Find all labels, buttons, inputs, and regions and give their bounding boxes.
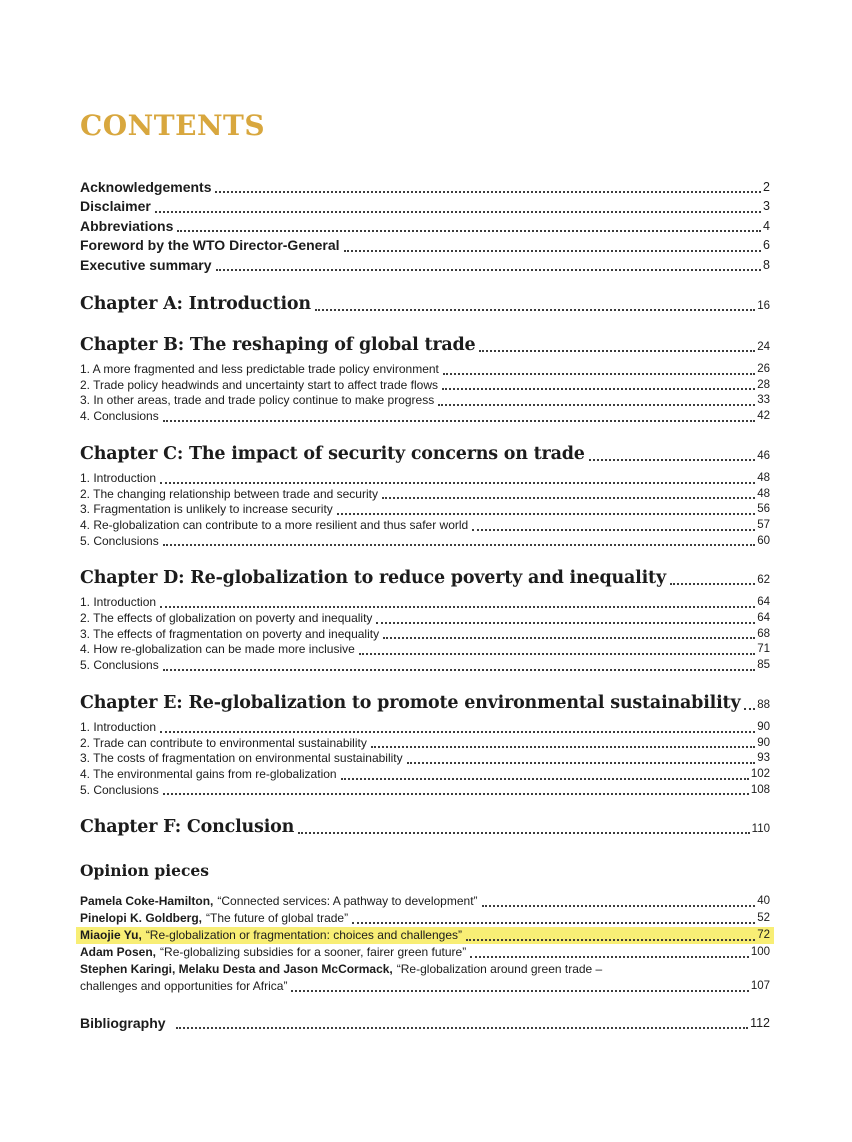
chapter-sections — [80, 362, 770, 425]
dot-leader — [177, 230, 761, 232]
dot-leader — [482, 905, 756, 907]
dot-leader — [163, 793, 749, 795]
opinion-title-continued: challenges and opportunities for Africa” — [80, 978, 288, 993]
dot-leader — [163, 420, 755, 422]
dot-leader — [382, 497, 755, 499]
toc-entry-foreword — [80, 236, 770, 255]
chapter-title: Chapter D: Re-globalization to reduce poverty and inequality — [80, 568, 666, 589]
section-label: 1. A more fragmented and less predictable trade policy environment — [80, 362, 439, 377]
section-row — [80, 378, 770, 394]
chapter-page: 110 — [751, 823, 770, 836]
section-label: 5. Conclusions — [80, 658, 159, 673]
dot-leader — [376, 622, 755, 624]
chapter-page: 62 — [757, 574, 770, 587]
chapter-sections — [80, 595, 770, 674]
dot-leader — [315, 309, 755, 311]
dot-leader — [371, 746, 755, 748]
section-page: 85 — [757, 659, 770, 672]
toc-entry-page: 6 — [763, 238, 770, 253]
section-page: 56 — [757, 503, 770, 516]
table-of-contents — [80, 110, 770, 1033]
section-label: 3. In other areas, trade and trade policy continue to make progress — [80, 393, 435, 408]
section-page: 42 — [757, 410, 770, 423]
section-row — [80, 720, 770, 736]
chapter-title: Chapter F: Conclusion — [80, 817, 295, 838]
opinion-page: 52 — [757, 912, 770, 925]
section-label: 4. Conclusions — [80, 409, 159, 424]
section-page: 28 — [757, 378, 770, 391]
dot-leader — [291, 990, 748, 992]
dot-leader — [670, 583, 755, 585]
section-row — [80, 751, 770, 767]
dot-leader — [442, 388, 755, 390]
chapter-page: 16 — [757, 300, 770, 313]
opinion-author: Pinelopi K. Goldberg, — [80, 911, 203, 926]
toc-entry-page: 4 — [763, 218, 770, 233]
section-page: 90 — [757, 720, 770, 733]
section-label: 5. Conclusions — [80, 782, 159, 797]
dot-leader — [359, 653, 755, 655]
dot-leader — [466, 939, 755, 941]
section-page: 64 — [757, 596, 770, 609]
section-row — [80, 642, 770, 658]
toc-entry-page: 8 — [763, 257, 770, 272]
dot-leader — [160, 482, 755, 484]
section-label: 3. The effects of fragmentation on poverty and inequality — [80, 626, 380, 641]
toc-entry-label: Executive summary — [80, 256, 212, 273]
chapter-f-block — [80, 815, 770, 839]
dot-leader — [163, 544, 755, 546]
dot-leader — [155, 211, 761, 213]
dot-leader — [215, 191, 761, 193]
toc-entry-disclaimer — [80, 197, 770, 216]
section-page: 33 — [757, 394, 770, 407]
chapter-heading-row — [80, 442, 770, 466]
front-matter-list — [80, 178, 770, 275]
section-row — [80, 658, 770, 674]
section-page: 26 — [757, 363, 770, 376]
toc-entry-label: Acknowledgements — [80, 179, 212, 195]
opinion-title: “Re-globalization around green trade – — [396, 962, 603, 977]
dot-leader — [337, 513, 755, 515]
dot-leader — [383, 637, 755, 639]
section-page: 64 — [757, 612, 770, 625]
opinion-row — [80, 893, 770, 910]
section-label: 2. Trade policy headwinds and uncertainty start to affect trade flows — [80, 377, 438, 392]
dot-leader — [470, 956, 749, 958]
chapter-b-block — [80, 333, 770, 425]
dot-leader — [472, 529, 755, 531]
dot-leader — [163, 669, 755, 671]
chapter-page: 88 — [757, 698, 770, 711]
toc-entry-abbreviations — [80, 217, 770, 236]
opinion-page: 100 — [750, 946, 770, 959]
section-row — [80, 611, 770, 627]
section-row — [80, 409, 770, 425]
toc-entry-acknowledgements — [80, 178, 770, 197]
section-page: 48 — [757, 487, 770, 500]
opinion-title: “Re-globalization or fragmentation: choices and challenges” — [145, 928, 462, 943]
section-page: 102 — [750, 767, 770, 780]
opinion-pieces-list — [80, 893, 770, 994]
chapter-title: Chapter B: The reshaping of global trade — [80, 335, 476, 356]
section-row — [80, 518, 770, 534]
section-row — [80, 595, 770, 611]
opinion-row-highlighted — [76, 927, 774, 944]
opinion-title: “Re-globalizing subsidies for a sooner, fairer green future” — [160, 945, 467, 960]
section-row — [80, 767, 770, 783]
toc-entry-executive-summary — [80, 256, 770, 275]
opinion-row — [80, 944, 770, 961]
chapter-title: Chapter C: The impact of security concerns on trade — [80, 443, 585, 464]
chapter-sections — [80, 720, 770, 799]
chapter-heading-row — [80, 333, 770, 357]
opinion-title: “The future of global trade” — [206, 911, 349, 926]
section-page: 93 — [757, 752, 770, 765]
opinion-author: Adam Posen, — [80, 945, 157, 960]
dot-leader — [160, 606, 755, 608]
opinion-author: Miaojie Yu, — [80, 928, 142, 943]
opinion-title: “Connected services: A pathway to development” — [217, 894, 478, 909]
section-row — [80, 736, 770, 752]
section-row — [80, 393, 770, 409]
opinion-pieces-heading: Opinion pieces — [80, 861, 210, 881]
toc-entry-label: Foreword by the WTO Director-General — [80, 237, 340, 254]
chapter-sections — [80, 471, 770, 550]
chapter-d-block — [80, 566, 770, 674]
chapter-e-block — [80, 691, 770, 799]
section-row — [80, 783, 770, 799]
dot-leader — [344, 250, 761, 252]
toc-entry-page: 112 — [750, 1015, 770, 1030]
section-row — [80, 502, 770, 518]
opinion-row-line2 — [80, 978, 770, 995]
toc-entry-label: Disclaimer — [80, 198, 151, 215]
chapter-c-block — [80, 442, 770, 550]
section-row — [80, 471, 770, 487]
dot-leader — [438, 404, 755, 406]
dot-leader — [589, 459, 756, 461]
section-label: 2. The changing relationship between trade and security — [80, 486, 378, 501]
chapter-heading-row — [80, 566, 770, 590]
section-page: 57 — [757, 518, 770, 531]
page-title: CONTENTS — [80, 109, 266, 142]
section-label: 4. How re-globalization can be made more inclusive — [80, 642, 355, 657]
chapter-heading-row — [80, 691, 770, 715]
section-row — [80, 627, 770, 643]
dot-leader — [176, 1027, 749, 1029]
opinion-page: 107 — [750, 979, 770, 992]
section-label: 4. The environmental gains from re-globalization — [80, 766, 337, 781]
section-label: 3. The costs of fragmentation on environmental sustainability — [80, 751, 403, 766]
section-row — [80, 534, 770, 550]
section-label: 1. Introduction — [80, 595, 157, 610]
dot-leader — [479, 350, 755, 352]
toc-entry-page: 2 — [763, 180, 770, 194]
toc-entry-page: 3 — [763, 199, 770, 214]
section-label: 1. Introduction — [80, 719, 157, 734]
dot-leader — [160, 731, 755, 733]
dot-leader — [341, 778, 749, 780]
section-page: 71 — [757, 643, 770, 656]
section-label: 2. The effects of globalization on poverty and inequality — [80, 611, 373, 626]
section-page: 90 — [757, 736, 770, 749]
toc-entry-label: Abbreviations — [80, 217, 174, 234]
section-row — [80, 362, 770, 378]
dot-leader — [744, 708, 755, 710]
section-page: 48 — [757, 471, 770, 484]
opinion-row — [80, 910, 770, 927]
dot-leader — [298, 832, 749, 834]
chapter-title: Chapter E: Re-globalization to promote environmental sustainability — [80, 692, 741, 713]
dot-leader — [407, 762, 756, 764]
section-row — [80, 487, 770, 503]
dot-leader — [352, 922, 755, 924]
section-page: 60 — [757, 534, 770, 547]
section-label: 1. Introduction — [80, 470, 157, 485]
toc-entry-label: Bibliography — [80, 1014, 166, 1031]
opinion-page: 40 — [757, 895, 770, 908]
section-page: 108 — [750, 783, 770, 796]
toc-entry-bibliography — [80, 1014, 770, 1033]
dot-leader — [216, 269, 762, 271]
chapter-a-block — [80, 292, 770, 316]
opinion-page: 72 — [757, 929, 770, 942]
section-label: 4. Re-globalization can contribute to a more resilient and thus safer world — [80, 517, 469, 532]
chapter-heading-row — [80, 292, 770, 316]
chapter-heading-row — [80, 815, 770, 839]
chapter-page: 46 — [757, 449, 770, 462]
opinion-row-line1 — [80, 961, 770, 978]
opinion-author: Pamela Coke-Hamilton, — [80, 894, 214, 909]
section-label: 3. Fragmentation is unlikely to increase security — [80, 502, 333, 517]
chapter-title: Chapter A: Introduction — [80, 294, 311, 315]
dot-leader — [443, 373, 755, 375]
opinion-author: Stephen Karingi, Melaku Desta and Jason McCormack, — [80, 962, 393, 977]
section-page: 68 — [757, 627, 770, 640]
chapter-page: 24 — [757, 341, 770, 354]
section-label: 5. Conclusions — [80, 533, 159, 548]
section-label: 2. Trade can contribute to environmental sustainability — [80, 735, 367, 750]
